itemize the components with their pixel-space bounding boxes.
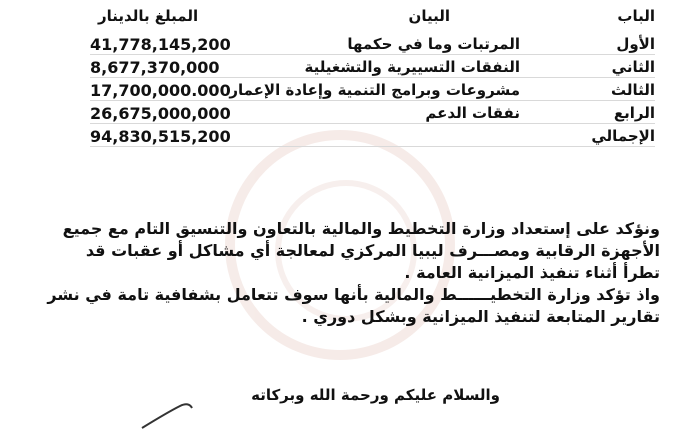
table-row [90,78,655,101]
body-line: تقارير المتابعة لتنفيذ الميزانية وبشكل دوري . [301,307,660,326]
body-line: تطرأ أثناء تنفيذ الميزانية العامة . [404,263,660,282]
signature-stroke [140,400,200,430]
body-line: واذ تؤكد وزارة التخطيــــــط والمالية بأنها سوف تتعامل بشفافية تامة في نشر [47,285,660,304]
row-chapter: الثالث [610,81,655,99]
row-chapter: الرابع [613,104,655,122]
letter-body [28,218,660,328]
header-chapter: الباب [617,7,655,25]
row-divider [90,146,655,147]
closing-greeting: والسلام عليكم ورحمة الله وبركاته [251,386,500,404]
row-chapter: الثاني [611,58,655,76]
row-amount: 41,778,145,200 [90,35,231,54]
table-row [90,55,655,78]
row-statement: المرتبات وما في حكمها [347,35,520,53]
body-line: الأجهزة الرقابية ومصـــرف ليبيا المركزي لمعالجة أي مشاكل أو عقبات قد [85,241,660,260]
row-chapter: الأول [616,35,655,53]
row-statement: نفقات الدعم [425,104,520,122]
row-statement: النفقات التسييرية والتشغيلية [304,58,520,76]
row-amount: 17,700,000.000 [90,81,231,100]
header-statement: البيان [408,7,450,25]
table-row [90,101,655,124]
row-amount: 94,830,515,200 [90,127,231,146]
row-statement: مشروعات وبرامج التنمية وإعادة الإعمار [229,81,520,99]
table-header-row [90,4,655,32]
header-amount: المبلغ بالدينار [98,7,199,25]
row-chapter: الإجمالي [591,127,655,145]
row-amount: 8,677,370,000 [90,58,220,77]
table-total-row [90,124,655,147]
row-amount: 26,675,000,000 [90,104,231,123]
budget-table [90,4,655,147]
table-row [90,32,655,55]
body-line: ونؤكد على إستعداد وزارة التخطيط والمالية بالتعاون والتنسيق التام مع جميع [62,219,660,238]
